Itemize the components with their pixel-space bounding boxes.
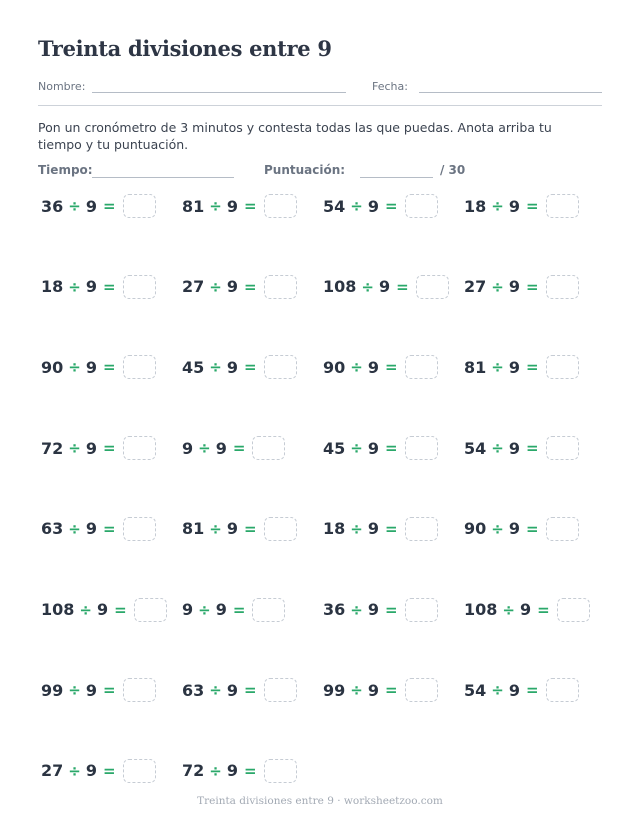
dividend: 9 [182,600,194,619]
problem-item [464,597,590,623]
divide-sign: ÷ [209,761,222,780]
dividend: 63 [41,519,64,539]
dividend: 54 [464,680,487,700]
divisor: 9 [85,357,97,377]
equals-sign: = [525,277,539,296]
score-row [38,163,598,181]
divisor: 9 [508,438,520,458]
divisor: 9 [367,357,379,377]
dividend: 27 [41,761,64,781]
divide-sign: ÷ [209,358,222,377]
divide-sign: ÷ [350,600,363,619]
equals-sign: = [243,761,257,780]
problem-item [182,516,297,542]
divisor: 9 [508,277,520,297]
problem-item [41,193,156,219]
dividend: 108 [41,600,75,619]
dividend: 81 [182,519,205,539]
page-title: Treinta divisiones entre 9 [38,36,332,61]
answer-box[interactable] [405,517,438,541]
divisor: 9 [378,277,391,297]
answer-box[interactable] [557,598,590,622]
equals-sign: = [243,681,257,700]
equals-sign: = [525,681,539,700]
equals-sign: = [102,761,116,780]
answer-box[interactable] [123,678,156,702]
problem-item [464,193,579,219]
answer-box[interactable] [264,194,297,218]
dividend: 45 [323,438,346,458]
divisor: 9 [85,761,97,781]
divisor: 9 [85,680,97,700]
equals-sign: = [102,358,116,377]
problem-item [182,597,285,623]
equals-sign: = [384,439,398,458]
equals-sign: = [102,519,116,538]
divide-sign: ÷ [198,439,211,458]
problem-item [323,274,449,300]
divisor: 9 [519,600,532,619]
divide-sign: ÷ [68,681,81,700]
dividend: 36 [41,196,64,216]
divisor: 9 [215,600,227,619]
name-label: Nombre: [38,80,86,93]
divisor: 9 [226,357,238,377]
divide-sign: ÷ [209,197,222,215]
dividend: 81 [464,357,487,377]
dividend: 18 [41,277,64,297]
dividend: 27 [464,277,487,297]
equals-sign: = [525,358,539,377]
divide-sign: ÷ [491,519,504,538]
dividend: 45 [182,357,205,377]
divide-sign: ÷ [209,519,222,538]
divide-sign: ÷ [491,197,504,215]
answer-box[interactable] [123,355,156,379]
answer-box[interactable] [134,598,167,622]
time-label: Tiempo: [38,163,93,177]
problem-item [464,677,579,703]
divisor: 9 [226,196,238,216]
name-date-row [38,80,602,96]
answer-box[interactable] [546,355,579,379]
answer-box[interactable] [123,436,156,460]
dividend: 90 [41,357,64,377]
dividend: 9 [182,438,194,458]
dividend: 72 [41,438,64,458]
answer-box[interactable] [252,436,285,460]
divisor: 9 [85,438,97,458]
dividend: 72 [182,761,205,781]
divide-sign: ÷ [68,519,81,538]
equals-sign: = [102,277,116,296]
problem-item [182,435,285,461]
divide-sign: ÷ [502,600,515,619]
equals-sign: = [384,519,398,538]
divisor: 9 [96,600,109,619]
date-label: Fecha: [372,80,408,93]
answer-box[interactable] [405,436,438,460]
divide-sign: ÷ [209,277,222,296]
divide-sign: ÷ [198,600,211,619]
problem-item [464,354,579,380]
divide-sign: ÷ [350,358,363,377]
problem-item [323,516,438,542]
divisor: 9 [226,761,238,781]
divide-sign: ÷ [491,277,504,296]
equals-sign: = [243,277,257,296]
divisor: 9 [508,519,520,539]
equals-sign: = [102,681,116,700]
divisor: 9 [85,196,97,216]
divide-sign: ÷ [79,600,92,619]
dividend: 54 [323,196,346,216]
equals-sign: = [525,439,539,458]
divisor: 9 [226,277,238,297]
answer-box[interactable] [405,355,438,379]
divisor: 9 [508,196,520,216]
equals-sign: = [525,197,539,215]
dividend: 90 [464,519,487,539]
score-label: Puntuación: [264,163,346,177]
divisor: 9 [367,196,379,216]
divisor: 9 [85,277,97,297]
problem-item [323,354,438,380]
dividend: 108 [464,600,498,619]
answer-box[interactable] [405,678,438,702]
dividend: 81 [182,196,205,216]
divide-sign: ÷ [350,519,363,538]
answer-box[interactable] [123,759,156,783]
divide-sign: ÷ [361,277,374,296]
answer-box[interactable] [264,275,297,299]
equals-sign: = [384,681,398,700]
answer-box[interactable] [405,598,438,622]
answer-box[interactable] [123,275,156,299]
dividend: 108 [323,277,357,297]
problem-item [464,435,579,461]
divisor: 9 [226,519,238,539]
problem-item [182,274,297,300]
divide-sign: ÷ [209,681,222,700]
header-divider [38,105,602,106]
problem-item [323,435,438,461]
problem-item [323,193,438,219]
problem-item [41,597,167,623]
problem-grid [41,193,611,793]
divide-sign: ÷ [350,439,363,458]
equals-sign: = [102,197,116,215]
dividend: 90 [323,357,346,377]
problem-item [41,516,156,542]
answer-box[interactable] [123,517,156,541]
dividend: 63 [182,680,205,700]
equals-sign: = [102,439,116,458]
equals-sign: = [537,600,550,619]
divisor: 9 [508,680,520,700]
answer-box[interactable] [252,598,285,622]
divide-sign: ÷ [350,197,363,215]
answer-box[interactable] [264,355,297,379]
answer-box[interactable] [546,194,579,218]
answer-box[interactable] [264,517,297,541]
dividend: 36 [323,600,346,619]
score-field[interactable] [360,177,433,178]
divisor: 9 [367,680,379,700]
answer-box[interactable] [546,678,579,702]
divisor: 9 [215,438,227,458]
equals-sign: = [396,277,409,296]
equals-sign: = [232,439,246,458]
divisor: 9 [508,357,520,377]
problem-item [41,274,156,300]
problem-item [323,677,438,703]
equals-sign: = [243,519,257,538]
answer-box[interactable] [264,759,297,783]
answer-box[interactable] [546,436,579,460]
time-field[interactable] [92,177,234,178]
answer-box[interactable] [546,517,579,541]
divisor: 9 [226,680,238,700]
answer-box[interactable] [123,194,156,218]
dividend: 54 [464,438,487,458]
equals-sign: = [232,600,246,619]
name-field[interactable] [92,92,346,93]
answer-box[interactable] [546,275,579,299]
dividend: 18 [323,519,346,539]
equals-sign: = [384,600,398,619]
divisor: 9 [367,600,379,619]
divide-sign: ÷ [350,681,363,700]
divide-sign: ÷ [491,358,504,377]
answer-box[interactable] [405,194,438,218]
problem-item [182,354,297,380]
divide-sign: ÷ [491,681,504,700]
equals-sign: = [384,358,398,377]
answer-box[interactable] [264,678,297,702]
footer-text: Treinta divisiones entre 9 · worksheetzoo.com [197,795,443,807]
divisor: 9 [367,519,379,539]
equals-sign: = [243,197,257,215]
problem-item [323,597,438,623]
divisor: 9 [367,438,379,458]
divide-sign: ÷ [491,439,504,458]
score-total: / 30 [440,163,466,177]
dividend: 99 [41,680,64,700]
equals-sign: = [243,358,257,377]
answer-box[interactable] [416,275,449,299]
divide-sign: ÷ [68,277,81,296]
dividend: 18 [464,196,487,216]
equals-sign: = [384,197,398,215]
problem-item [182,193,297,219]
dividend: 27 [182,277,205,297]
date-field[interactable] [419,92,602,93]
problem-item [41,758,156,784]
problem-item [464,516,579,542]
problem-item [464,274,579,300]
problem-item [182,677,297,703]
divide-sign: ÷ [68,439,81,458]
equals-sign: = [114,600,127,619]
problem-item [41,354,156,380]
divisor: 9 [85,519,97,539]
problem-item [182,758,297,784]
dividend: 99 [323,680,346,700]
problem-item [41,677,156,703]
divide-sign: ÷ [68,358,81,377]
divide-sign: ÷ [68,197,81,215]
problem-item [41,435,156,461]
divide-sign: ÷ [68,761,81,780]
instructions-text: Pon un cronómetro de 3 minutos y contesta todas las que puedas. Anota arriba tu tiempo y tu puntuación. [38,120,552,152]
equals-sign: = [525,519,539,538]
